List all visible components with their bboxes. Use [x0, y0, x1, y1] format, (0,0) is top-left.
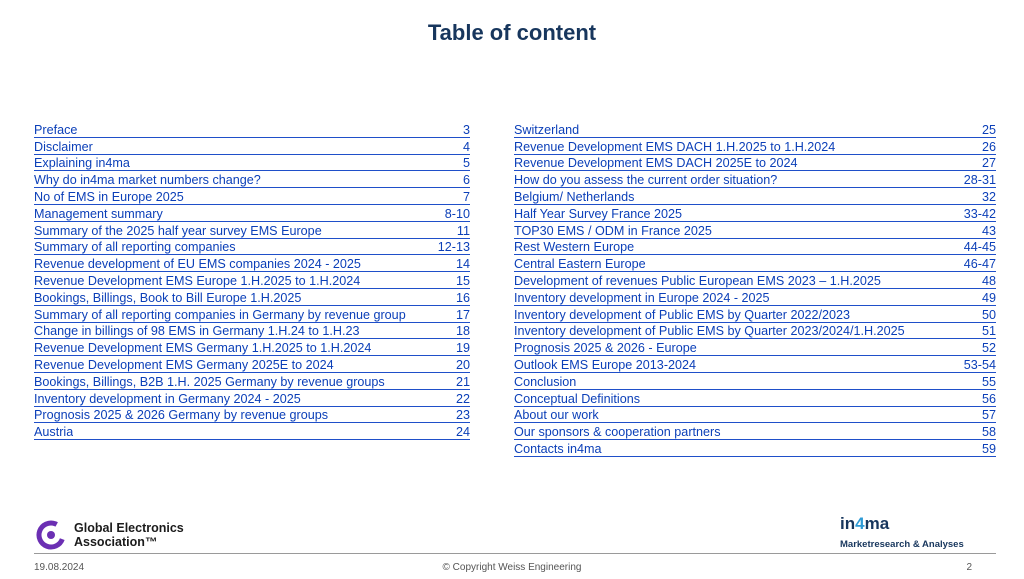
toc-entry[interactable] [34, 138, 470, 155]
toc-entry-label[interactable]: Change in billings of 98 EMS in Germany 1.H.24 to 1.H.23 [34, 324, 360, 339]
toc-entry-page[interactable]: 48 [981, 273, 996, 288]
toc-entry-page[interactable]: 3 [462, 122, 470, 137]
toc-entry-page[interactable]: 58 [981, 425, 996, 440]
toc-entry-label[interactable]: Conclusion [514, 374, 577, 389]
toc-entry-page[interactable]: 51 [981, 324, 996, 339]
toc-entry-page[interactable]: 56 [981, 391, 996, 406]
toc-entry-label[interactable]: Disclaimer [34, 139, 93, 154]
toc-entry-label[interactable]: Inventory development in Europe 2024 - 2025 [514, 290, 770, 305]
toc-entry-page[interactable]: 28-31 [963, 173, 996, 188]
toc-entry-page[interactable]: 8-10 [444, 206, 470, 221]
toc-entry-page[interactable]: 33-42 [963, 206, 996, 221]
toc-entry[interactable] [34, 188, 470, 205]
toc-entry-label[interactable]: Summary of all reporting companies [34, 240, 236, 255]
toc-entry-label[interactable]: Belgium/ Netherlands [514, 189, 635, 204]
in4ma-wordmark: in4ma [840, 514, 890, 533]
toc-entry-page[interactable]: 46-47 [963, 257, 996, 272]
toc-entry-label[interactable]: Inventory development of Public EMS by Quarter 2023/2024/1.H.2025 [514, 324, 905, 339]
toc-entry-label[interactable]: Revenue Development EMS DACH 2025E to 2024 [514, 156, 798, 171]
toc-entry-label[interactable]: Switzerland [514, 122, 580, 137]
toc-entry[interactable] [34, 323, 470, 340]
toc-entry-page[interactable]: 50 [981, 307, 996, 322]
gea-name-line1: Global Electronics [74, 521, 184, 535]
toc-entry-label[interactable]: TOP30 EMS / ODM in France 2025 [514, 223, 712, 238]
toc-entry-page[interactable]: 4 [462, 139, 470, 154]
toc-entry[interactable] [514, 188, 996, 205]
toc-entry-page[interactable]: 19 [455, 341, 470, 356]
toc-entry-label[interactable]: Inventory development of Public EMS by Quarter 2022/2023 [514, 307, 851, 322]
toc-entry-label[interactable]: Revenue development of EU EMS companies 2024 - 2025 [34, 257, 361, 272]
toc-entry-label[interactable]: Revenue Development EMS Germany 1.H.2025 to 1.H.2024 [34, 341, 372, 356]
toc-entry-label[interactable]: Revenue Development EMS Germany 2025E to 2024 [34, 357, 334, 372]
toc-entry[interactable] [34, 155, 470, 172]
toc-entry-page[interactable]: 18 [455, 324, 470, 339]
toc-entry-label[interactable]: Contacts in4ma [514, 441, 602, 456]
toc-entry-page[interactable]: 22 [455, 391, 470, 406]
toc-entry[interactable] [34, 239, 470, 256]
toc-entry[interactable] [514, 255, 996, 272]
toc-entry[interactable] [514, 407, 996, 424]
toc-entry-label[interactable]: Summary of all reporting companies in Germany by revenue group [34, 307, 406, 322]
toc-entry-page[interactable]: 55 [981, 374, 996, 389]
footer-page-number: 2 [966, 562, 972, 573]
toc-entry-page[interactable]: 49 [981, 290, 996, 305]
footer-date: 19.08.2024 [34, 562, 85, 573]
toc-entry-label[interactable]: Our sponsors & cooperation partners [514, 425, 721, 440]
toc-entry-page[interactable]: 12-13 [437, 240, 470, 255]
toc-entry-label[interactable]: Why do in4ma market numbers change? [34, 173, 261, 188]
toc-entry[interactable] [34, 205, 470, 222]
toc-entry[interactable] [34, 121, 470, 138]
toc-entry-page[interactable]: 14 [455, 257, 470, 272]
toc-entry[interactable] [514, 390, 996, 407]
toc-entry-label[interactable]: Bookings, Billings, B2B 1.H. 2025 Germany by revenue groups [34, 374, 385, 389]
toc-entry[interactable] [34, 390, 470, 407]
gea-circle-logo-icon [36, 520, 66, 550]
toc-entry[interactable] [514, 306, 996, 323]
toc-entry-page[interactable]: 27 [981, 156, 996, 171]
toc-entry[interactable] [514, 323, 996, 340]
toc-entry-label[interactable]: Preface [34, 122, 78, 137]
toc-entry[interactable] [514, 205, 996, 222]
toc-entry[interactable] [34, 222, 470, 239]
gea-logo [36, 520, 184, 550]
toc-entry-page[interactable]: 32 [981, 189, 996, 204]
toc-entry[interactable] [514, 171, 996, 188]
toc-entry-page[interactable]: 23 [455, 408, 470, 423]
toc-left-column [34, 121, 470, 440]
toc-entry-page[interactable]: 59 [981, 441, 996, 456]
footer-copyright: © Copyright Weiss Engineering [442, 562, 582, 573]
toc-entry-page[interactable]: 25 [981, 122, 996, 137]
toc-entry-page[interactable]: 7 [462, 189, 470, 204]
toc-entry-page[interactable]: 57 [981, 408, 996, 423]
toc-entry-label[interactable]: How do you assess the current order situation? [514, 173, 778, 188]
toc-entry-page[interactable]: 11 [456, 223, 470, 238]
toc-entry-label[interactable]: Conceptual Definitions [514, 391, 641, 406]
toc-entry-label[interactable]: Austria [34, 425, 74, 440]
toc-entry-label[interactable]: Central Eastern Europe [514, 257, 646, 272]
toc-entry-page[interactable]: 43 [981, 223, 996, 238]
toc-entry-label[interactable]: Revenue Development EMS Europe 1.H.2025 to 1.H.2024 [34, 273, 361, 288]
toc-entry-page[interactable]: 24 [455, 425, 470, 440]
toc-entry[interactable] [514, 356, 996, 373]
toc-entry-page[interactable]: 5 [462, 156, 470, 171]
toc-entry-label[interactable]: No of EMS in Europe 2025 [34, 189, 184, 204]
toc-entry[interactable] [514, 289, 996, 306]
toc-entry[interactable] [514, 272, 996, 289]
toc-entry-page[interactable]: 53-54 [963, 357, 996, 372]
toc-entry-label[interactable]: Inventory development in Germany 2024 - 2025 [34, 391, 301, 406]
toc-entry-label[interactable]: Outlook EMS Europe 2013-2024 [514, 357, 697, 372]
toc-entry-label[interactable]: Half Year Survey France 2025 [514, 206, 683, 221]
toc-entry-label[interactable]: About our work [514, 408, 599, 423]
toc-entry[interactable] [34, 306, 470, 323]
toc-entry-label[interactable]: Bookings, Billings, Book to Bill Europe 1.H.2025 [34, 290, 302, 305]
toc-entry-label[interactable]: Explaining in4ma [34, 156, 130, 171]
gea-name-line2: Association™ [74, 535, 158, 549]
in4ma-tagline: Marketresearch & Analyses [840, 539, 964, 550]
toc-right-column [514, 121, 996, 457]
toc-entry[interactable] [34, 255, 470, 272]
toc-entry-label[interactable]: Management summary [34, 206, 163, 221]
toc-entry-label[interactable]: Development of revenues Public European EMS 2023 – 1.H.2025 [514, 273, 881, 288]
toc-entry-page[interactable]: 16 [455, 290, 470, 305]
toc-entry[interactable] [34, 289, 470, 306]
toc-entry[interactable] [34, 373, 470, 390]
toc-entry[interactable] [34, 423, 470, 440]
toc-entry[interactable] [514, 155, 996, 172]
toc-entry-page[interactable]: 20 [455, 357, 470, 372]
toc-entry-page[interactable]: 15 [455, 273, 470, 288]
toc-entry[interactable] [34, 272, 470, 289]
toc-entry-page[interactable]: 52 [981, 341, 996, 356]
toc-entry[interactable] [514, 138, 996, 155]
toc-entry-page[interactable]: 21 [455, 374, 470, 389]
toc-entry[interactable] [514, 239, 996, 256]
toc-entry[interactable] [34, 171, 470, 188]
page-title: Table of content [427, 20, 597, 45]
toc-entry[interactable] [514, 222, 996, 239]
toc-entry-label[interactable]: Prognosis 2025 & 2026 Germany by revenue groups [34, 408, 329, 423]
toc-entry-label[interactable]: Rest Western Europe [514, 240, 635, 255]
gea-name [74, 521, 184, 549]
toc-entry[interactable] [34, 356, 470, 373]
toc-entry-page[interactable]: 26 [981, 139, 996, 154]
toc-entry-label[interactable]: Prognosis 2025 & 2026 - Europe [514, 341, 697, 356]
toc-entry-label[interactable]: Summary of the 2025 half year survey EMS Europe [34, 223, 322, 238]
toc-entry[interactable] [34, 407, 470, 424]
in4ma-logo [840, 514, 964, 550]
footer-divider [34, 553, 996, 554]
toc-entry-label[interactable]: Revenue Development EMS DACH 1.H.2025 to 1.H.2024 [514, 139, 836, 154]
toc-entry-page[interactable]: 6 [462, 173, 470, 188]
toc-entry[interactable] [514, 423, 996, 440]
toc-entry-page[interactable]: 44-45 [963, 240, 996, 255]
toc-entry[interactable] [514, 440, 996, 457]
toc-entry[interactable] [514, 121, 996, 138]
toc-entry-page[interactable]: 17 [455, 307, 470, 322]
toc-entry[interactable] [34, 339, 470, 356]
toc-entry[interactable] [514, 373, 996, 390]
toc-entry[interactable] [514, 339, 996, 356]
